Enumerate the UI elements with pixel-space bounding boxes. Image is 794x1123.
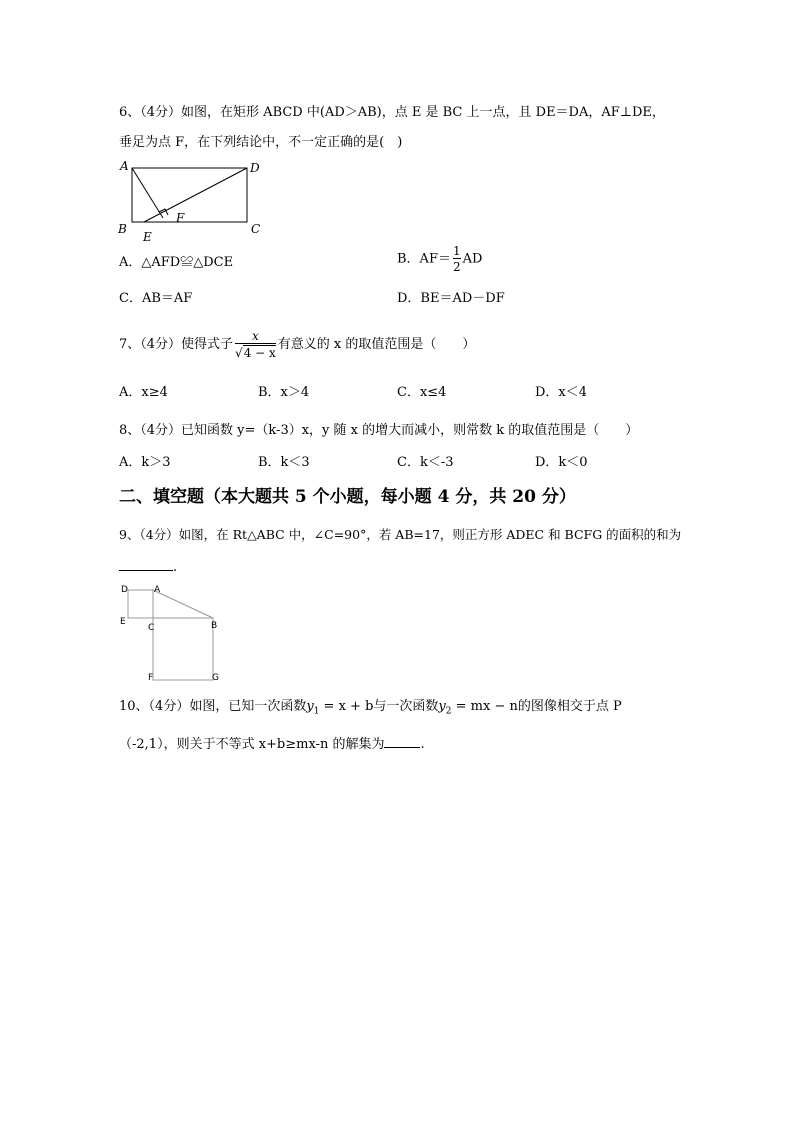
q10-line2-text: （-2,1），则关于不等式 x+b≥mx-n 的解集为	[119, 737, 385, 752]
q8-option-c: C．k＜-3	[397, 455, 454, 470]
q10-answer-blank[interactable]	[384, 735, 420, 748]
q6-label-F: F	[176, 211, 185, 225]
q10-line2-end: .	[420, 737, 425, 752]
q7-option-d: D．x＜4	[535, 385, 588, 400]
q7-prefix: 7、（4分）使得式子	[119, 337, 234, 352]
q6-option-d: D．BE＝AD－DF	[397, 291, 505, 306]
q10-prefix: 10、（4分）如图，已知一次函数	[119, 699, 307, 714]
section-heading-fill-in: 二、填空题（本大题共 5 个小题，每小题 4 分，共 20 分）	[119, 487, 576, 507]
q9-label-B: B	[211, 621, 218, 631]
q10-y1: y	[306, 699, 314, 714]
q10-suffix: 的图像相交于点 P	[517, 699, 622, 714]
q6-option-b-fraction	[453, 244, 461, 274]
q7-sqrt-sign: √	[235, 346, 243, 360]
q10-y2: y	[438, 699, 446, 714]
q10-mid: 与一次函数	[373, 699, 439, 714]
q9-label-G: G	[212, 673, 219, 683]
q7-radicand: 4 − x	[243, 346, 276, 360]
q8-option-a: A．k＞3	[119, 455, 171, 470]
q10-y1-subscript: 1	[313, 706, 320, 717]
q6-option-c: C．AB＝AF	[119, 291, 193, 306]
q9-line2	[119, 558, 177, 577]
q10-eq2: = mx − n	[451, 699, 518, 714]
q6-option-b-numerator: 1	[452, 244, 461, 258]
q9-line2-end: .	[173, 560, 178, 575]
q7-fraction	[235, 329, 276, 360]
q6-option-b-denominator: 2	[452, 260, 461, 274]
q6-option-a: A．△AFD≌△DCE	[119, 255, 234, 270]
q9-label-C: C	[148, 623, 155, 633]
q7-suffix: 有意义的 x 的取值范围是（ ）	[277, 337, 476, 352]
q10-y2-subscript: 2	[445, 706, 452, 717]
q9-answer-blank[interactable]	[119, 558, 173, 571]
q6-line1: 6、（4分）如图，在矩形 ABCD 中(AD＞AB)，点 E 是 BC 上一点，且 DE＝DA，AF⊥DE，	[119, 105, 665, 120]
q6-rectangle-figure	[112, 158, 272, 244]
q6-option-b	[397, 244, 482, 274]
q6-option-b-suffix: AD	[462, 251, 483, 267]
q8-option-b: B．k＜3	[258, 455, 310, 470]
q6-label-B: B	[118, 222, 127, 236]
q10-eq1: = x + b	[319, 699, 374, 714]
q9-label-D: D	[121, 585, 128, 595]
q6-label-D: D	[250, 161, 260, 175]
q9-line1: 9、（4分）如图，在 Rt△ABC 中，∠C=90°，若 AB=17，则正方形 ADEC 和 BCFG 的面积的和为	[119, 527, 682, 542]
q7-denominator	[235, 343, 276, 360]
q6-label-E: E	[143, 230, 152, 244]
q10-line2	[119, 735, 425, 754]
q9-squares-figure	[116, 580, 228, 684]
q7-line	[119, 326, 475, 364]
q9-label-F: F	[148, 673, 154, 683]
q6-label-A: A	[120, 159, 129, 173]
q6-option-b-prefix: B．AF＝	[397, 251, 451, 267]
q7-option-a: A．x≥4	[119, 385, 168, 400]
q9-label-E: E	[120, 617, 126, 627]
q7-numerator: x	[252, 329, 259, 343]
q7-option-c: C．x≤4	[397, 385, 447, 400]
q9-label-A: A	[154, 585, 161, 595]
q10-line1	[119, 698, 622, 721]
q8-option-d: D．k＜0	[535, 455, 588, 470]
q7-option-b: B．x＞4	[258, 385, 310, 400]
q8-line: 8、（4分）已知函数 y=（k-3）x，y 随 x 的增大而减小，则常数 k 的取值范围是（ ）	[119, 423, 639, 438]
q6-line2: 垂足为点 F，在下列结论中，不一定正确的是( )	[119, 135, 403, 150]
q6-label-C: C	[251, 222, 261, 236]
